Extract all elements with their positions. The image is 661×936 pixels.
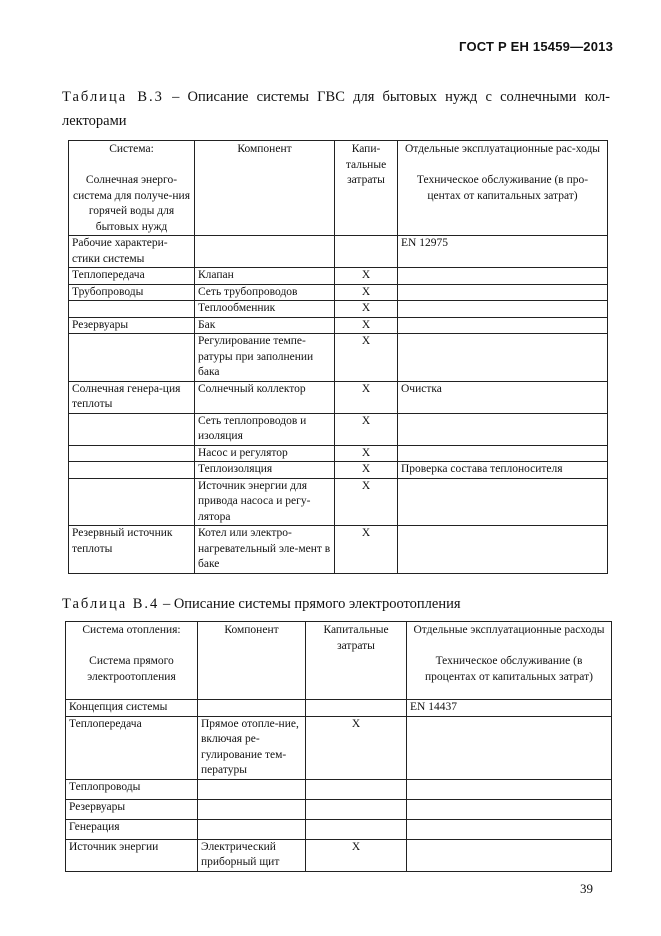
table-cell-component: Насос и регулятор [195, 445, 335, 462]
table-b3-header-operating: Отдельные эксплуатационные рас-ходы Техническое обслуживание (в про-центах от капитальных затрат) [398, 141, 608, 236]
table-cell-capital [335, 236, 398, 268]
table-row [69, 413, 608, 445]
table-b3-caption-text: – Описание системы ГВС для бытовых нужд с солнечными кол- [172, 89, 611, 105]
table-cell-system: Трубопроводы [69, 284, 195, 301]
table-cell-operating: EN 14437 [407, 700, 612, 717]
table-row [69, 445, 608, 462]
document-standard-header: ГОСТ Р ЕН 15459—2013 [459, 39, 613, 54]
table-cell-operating: Очистка [398, 381, 608, 413]
table-cell-component: Источник энергии для привода насоса и регу-лятора [195, 478, 335, 526]
table-cell-component [198, 700, 306, 717]
table-row [66, 779, 612, 799]
table-cell-operating: Проверка состава теплоносителя [398, 462, 608, 479]
table-cell-component: Клапан [195, 268, 335, 285]
table-cell-operating [398, 445, 608, 462]
table-cell-system: Концепция системы [66, 700, 198, 717]
table-b3-header-capital: Капи-тальные затраты [335, 141, 398, 236]
table-cell-capital: X [335, 301, 398, 318]
table-cell-system: Рабочие характери-стики системы [69, 236, 195, 268]
table-b4-header-component: Компонент [198, 622, 306, 700]
table-cell-system: Солнечная генера-ция теплоты [69, 381, 195, 413]
table-cell-system: Теплопередача [69, 268, 195, 285]
table-cell-component: Электрический приборный щит [198, 839, 306, 871]
table-cell-component: Теплообменник [195, 301, 335, 318]
table-cell-operating [398, 268, 608, 285]
table-row [69, 381, 608, 413]
table-cell-capital [306, 799, 407, 819]
table-cell-operating [407, 839, 612, 871]
table-cell-capital: X [335, 381, 398, 413]
table-cell-operating [407, 716, 612, 779]
table-cell-operating [398, 478, 608, 526]
table-b4-caption-text: – Описание системы прямого электроотопления [162, 596, 461, 612]
table-cell-system [69, 413, 195, 445]
table-b4-caption [62, 592, 461, 616]
table-cell-operating [407, 819, 612, 839]
table-row [69, 317, 608, 334]
table-cell-operating [398, 334, 608, 382]
table-cell-capital [306, 700, 407, 717]
table-cell-system [69, 462, 195, 479]
table-cell-system [69, 301, 195, 318]
table-cell-capital: X [306, 716, 407, 779]
table-cell-operating [398, 284, 608, 301]
table-b3-caption [62, 85, 610, 133]
table-b4-header-system: Система отопления: Система прямого электроотопления [66, 622, 198, 700]
table-cell-operating: EN 12975 [398, 236, 608, 268]
table-cell-system: Резервуары [66, 799, 198, 819]
table-cell-component [198, 779, 306, 799]
table-row [69, 526, 608, 574]
table-cell-system [69, 334, 195, 382]
table-cell-operating [398, 413, 608, 445]
table-b4-header-capital: Капитальные затраты [306, 622, 407, 700]
table-cell-system [69, 445, 195, 462]
table-row [69, 284, 608, 301]
table-cell-capital: X [335, 478, 398, 526]
table-cell-system: Теплопередача [66, 716, 198, 779]
table-cell-capital [306, 779, 407, 799]
table-cell-system [69, 478, 195, 526]
table-cell-component: Бак [195, 317, 335, 334]
table-cell-component: Теплоизоляция [195, 462, 335, 479]
table-cell-capital: X [306, 839, 407, 871]
table-row [69, 268, 608, 285]
table-b3-caption-label: Таблица В.3 [62, 89, 164, 105]
table-row [69, 334, 608, 382]
table-cell-capital: X [335, 413, 398, 445]
table-b3 [68, 140, 608, 574]
table-row [66, 839, 612, 871]
table-cell-operating [407, 779, 612, 799]
table-row [66, 700, 612, 717]
table-cell-component [198, 819, 306, 839]
table-row [66, 819, 612, 839]
table-row [69, 236, 608, 268]
table-b3-header-system: Система: Солнечная энерго-система для получе-ния горячей воды для бытовых нужд [69, 141, 195, 236]
table-cell-capital: X [335, 445, 398, 462]
table-b3-header-row [69, 141, 608, 236]
table-cell-operating [407, 799, 612, 819]
table-row [66, 716, 612, 779]
table-cell-capital: X [335, 462, 398, 479]
table-row [66, 799, 612, 819]
table-b4-header-row [66, 622, 612, 700]
table-cell-operating [398, 526, 608, 574]
table-cell-system: Резервуары [69, 317, 195, 334]
table-cell-component: Котел или электро-нагревательный эле-мент в баке [195, 526, 335, 574]
table-b4 [65, 621, 612, 872]
table-cell-operating [398, 301, 608, 318]
table-row [69, 301, 608, 318]
table-row [69, 478, 608, 526]
table-cell-capital: X [335, 284, 398, 301]
table-cell-system: Генерация [66, 819, 198, 839]
table-cell-component: Прямое отопле-ние, включая ре-гулирование тем-пературы [198, 716, 306, 779]
table-cell-capital [306, 819, 407, 839]
table-cell-component: Солнечный коллектор [195, 381, 335, 413]
table-cell-component: Сеть трубопроводов [195, 284, 335, 301]
table-cell-component: Сеть теплопроводов и изоляция [195, 413, 335, 445]
table-cell-component [198, 799, 306, 819]
page-number: 39 [580, 881, 593, 896]
table-cell-system: Резервный источник теплоты [69, 526, 195, 574]
table-row [69, 462, 608, 479]
table-b4-header-operating: Отдельные эксплуатационные расходы Техническое обслуживание (в процентах от капитальных затрат) [407, 622, 612, 700]
table-cell-capital: X [335, 526, 398, 574]
table-cell-operating [398, 317, 608, 334]
table-cell-component: Регулирование темпе-ратуры при заполнении бака [195, 334, 335, 382]
table-cell-capital: X [335, 317, 398, 334]
table-b3-caption-text-cont: лекторами [62, 113, 127, 129]
table-cell-system: Теплопроводы [66, 779, 198, 799]
table-cell-capital: X [335, 268, 398, 285]
table-cell-capital: X [335, 334, 398, 382]
table-b3-header-component: Компонент [195, 141, 335, 236]
table-b4-caption-label: Таблица В.4 [62, 596, 160, 612]
table-cell-system: Источник энергии [66, 839, 198, 871]
table-cell-component [195, 236, 335, 268]
